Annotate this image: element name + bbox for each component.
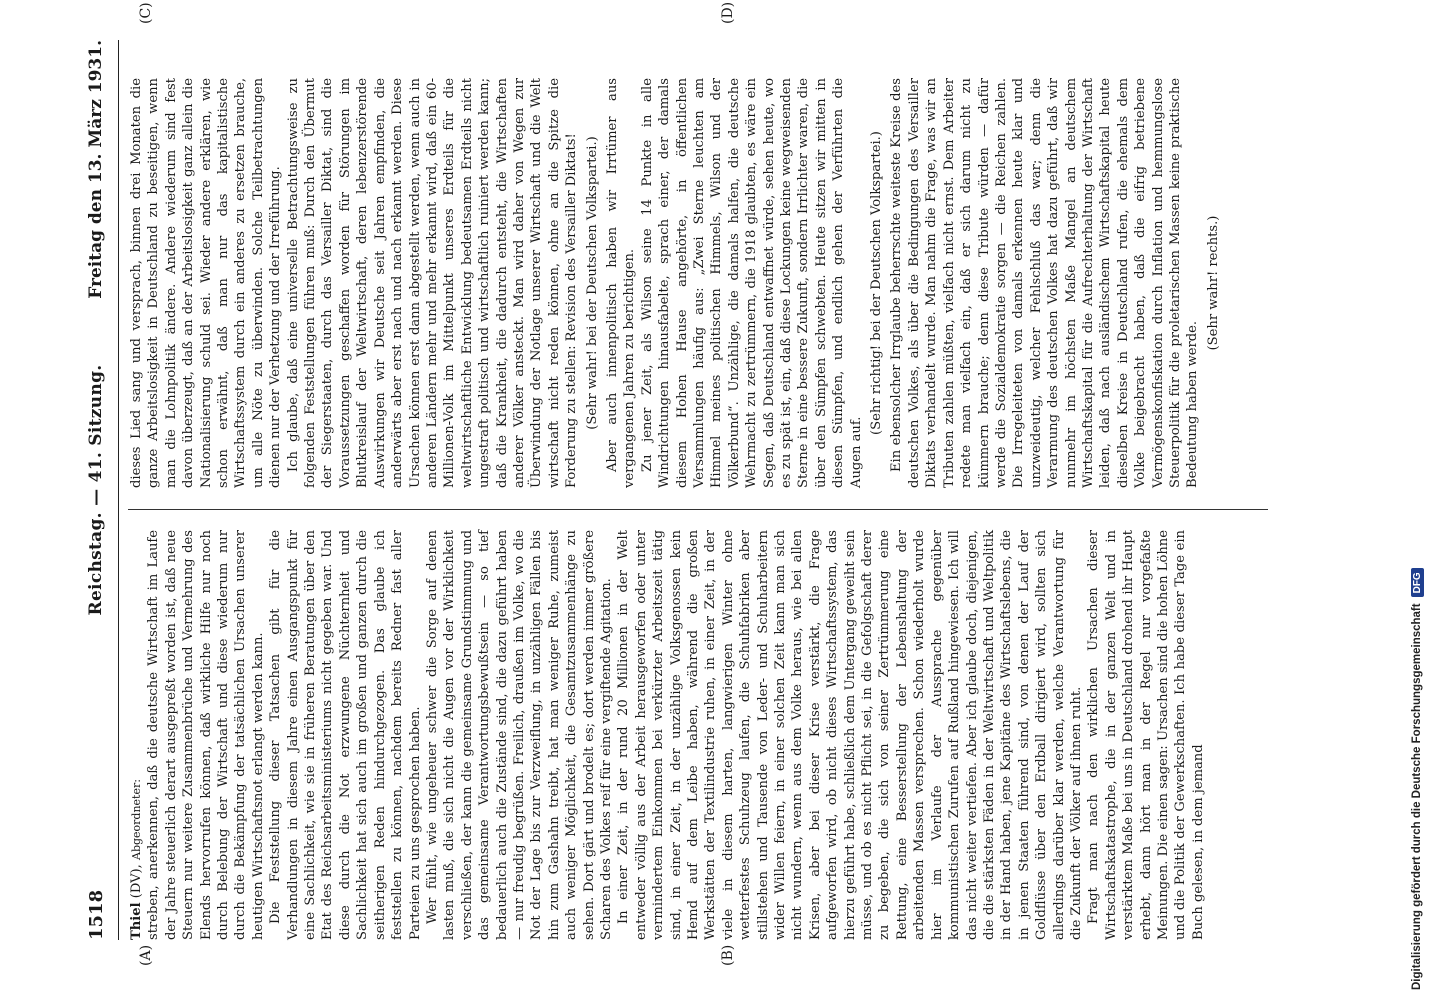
paragraph: Wer fühlt, wie ungeheuer schwer die Sorge auf denen lasten muß, die sich nicht die Augen vor der Wirklichkeit verschließen, der kann die gemeinsame Grundstimmung und das gemeinsame Verantwortungsbewußtsein — so tief bedauerlich auch die Zustände sind, die dazu geführt haben — nur freudig begrüßen. Freilich, draußen im Volke, wo die Not der Lage bis zur Verzweiflung, in unzähligen Fällen bis hin zum Gashahn treibt, hat man weniger Ruhe, zumeist auch weniger Möglichkeit, die Gesamtzusammenhänge zu sehen. Dort gärt und brodelt es; dort werden immer größere Scharen des Volkes reif für eine vergiftende Agitation. <box>424 530 614 940</box>
credit-text: Digitalisierung gefördert durch die Deutsche Forschungsgemeinschaft <box>1411 603 1423 990</box>
paragraph: Die Feststellung dieser Tatsachen gibt für die Verhandlungen in diesem Jahre einen Ausgangspunkt für eine Sachlichkeit, wie sie in früheren Beratungen über den Etat des Reichsarbeitsministeriums nicht gegeben war. Und diese durch die Not erzwungene Nüchternheit und Sachlichkeit hat sich auch im großen und ganzen durch die seitherigen Reden hindurchgezogen. Das glaube ich feststellen zu können, nachdem bereits Redner fast aller Parteien zu uns gesprochen haben. <box>268 530 423 940</box>
paragraph: Aber auch innenpolitisch haben wir Irrtümer aus vergangenen Jahren zu berichtigen. <box>604 78 638 488</box>
margin-marker-d: (D) <box>720 1 736 24</box>
paragraph: Zu jener Zeit, als Wilson seine 14 Punkte in alle Windrichtungen hinausfabelte, sprach einer, der damals diesem Hohen Hause angehörte, in öffentlichen Versammlungen häufig aus: „Zwei Sterne leuchten am Himmel meines politischen Himmels, Wilson und der Völkerbund“. Unzählige, die damals halfen, die deutsche Wehrmacht zu zertrümmern, die 1918 glaubten, es wäre ein Segen, daß Deutschland entwaffnet würde, sehen heute, wo es zu spät ist, ein, daß diese Lockungen keine wegweisenden Sterne in eine bessere Zukunft, sondern Irrlichter waren, die über den Sümpfen schwebten. Heute sitzen wir mitten in diesen Sümpfen, und endlich gehen der Verführten die Augen auf. <box>639 78 864 488</box>
session-title: Reichstag. — 41. Sitzung. <box>86 364 106 616</box>
paragraph: Ich glaube, daß eine universelle Betrachtungsweise zu folgenden Feststellungen führen muß: Durch den Übermut der Siegerstaaten, durch das Versailler Diktat, sind die Voraussetzungen geschaffen worden für Störungen im Blutkreislauf der Weltwirtschaft, deren lebenzerstörende Auswirkungen wir Deutsche seit Jahren empfinden, die anderwärts aber erst nach und nach erkannt werden. Diese Ursachen können erst dann abgestellt werden, wenn auch in anderen Ländern mehr und mehr erkannt wird, daß ein 60-Millionen-Volk im Mittelpunkt unseres Erdteils für die weltwirtschaftliche Entwicklung bedeutsamen Erdteils nicht ungestraft politisch und wirtschaftlich ruiniert werden kann; daß die Krankheit, die dadurch entsteht, die Wirtschaften anderer Völker ansteckt. Man wird daher von Wegen zur Überwindung der Notlage unserer Wirtschaft und die Welt wirtschaft nicht reden können, ohne an die Spitze die Forderung zu stellen: Revision des Versailler Diktats! <box>285 78 580 488</box>
column-divider <box>128 509 1268 510</box>
digitization-credit <box>1404 10 1428 990</box>
rotated-print-area <box>80 1 1330 966</box>
session-date: Freitag den 13. März 1931. <box>86 40 106 299</box>
paragraph: In einer Zeit, in der rund 20 Millionen in der Welt entweder völlig aus der Arbeit herausgeworfen oder unter vermindertem Einkommen bei verkürzter Arbeitszeit tätig sind, in einer Zeit, in der unzählige Volksgenossen kein Hemd auf dem Leibe haben, während die großen Werkstätten der Textilindustrie ruhen, in einer Zeit, in der viele in diesem harten, langwierigen Winter ohne wetterfestes Schuhzeug laufen, die Schuhfabriken aber stillstehen und Tausende von Leder- und Schuharbeitern wider Willen feiern, in einer solchen Zeit kann man sich nicht wundern, wenn aus dem Volke heraus, wie bei allen Krisen, aber bei dieser Krise verstärkt, die Frage aufgeworfen wird, ob nicht dieses Wirtschaftssystem, das hierzu geführt habe, schließlich dem Untergang geweiht sein müsse, und ob es nicht Pflicht sei, in die Gefolgschaft derer zu begeben, die sich von seiner Zertrümmerung eine Rettung, eine Besserstellung der Lebenshaltung der arbeitenden Massen versprechen. Schon wiederholt wurde hier im Verlaufe der Aussprache gegenüber kommunistischen Zurufen auf Rußland hingewiesen. Ich will das nicht weiter vertiefen. Aber ich glaube doch, diejenigen, die die stärksten Fäden in der Weltwirtschaft und Weltpolitik in der Hand haben, jene Kapitäne des Wirtschaftslebens, die in jenen Staaten führend sind, von denen der Lauf der Goldflüsse über den Erdball dirigiert wird, sollten sich allerdings darüber klar werden, welche Verantwortung für die Zukunft der Völker auf ihnen ruht. <box>616 530 1084 940</box>
speaker-party: (DV), <box>129 864 144 899</box>
interjection: (Sehr wahr! rechts.) <box>1205 215 1221 351</box>
paragraph: dieses Lied sang und versprach, binnen drei Monaten die ganze Arbeitslosigkeit in Deutschland zu beseitigen, wenn man die Lohnpolitik ändere. Andere wiederum sind fest davon überzeugt, daß an der Arbeitslosigkeit ganz allein die Nationalisierung schuld sei. Wieder andere erklären, wie schon erwähnt, daß man nur das kapitalistische Wirtschaftssystem durch ein anderes zu ersetzen brauche, um alle Nöte zu überwinden. Solche Teilbetrachtungen dienen nur der Verhetzung und der Irreführung. <box>129 78 284 488</box>
margin-marker-b: (B) <box>720 944 736 966</box>
page-header <box>80 40 119 940</box>
left-column <box>128 530 1207 940</box>
speaker-line <box>128 530 145 940</box>
interjection: (Sehr richtig! bei der Deutschen Volkspartei.) <box>869 131 885 435</box>
speaker-name: Thiel <box>129 902 144 940</box>
paragraph: Ein ebensolcher Irrglaube beherrschte weiteste Kreise des deutschen Volkes, als über die Bedingungen des Versailler Diktats verhandelt wurde. Man nahm die Frage, was wir an Tributen zahlen müßten, vielfach nicht ernst. Dem Arbeiter redete man vielfach ein, daß er sich darum nicht zu kümmern brauche; denn diese Tribute würden — dafür werde die Sozialdemokratie sorgen — die Reichen zahlen. Die Irregeleiteten von damals erkennen heute klar und unzweideutig, welcher Fehlschluß das war; denn die Verarmung des deutschen Volkes hat dazu geführt, daß wir nunmehr im höchsten Maße Mangel an deutschem Wirtschaftskapital für die Aufrechterhaltung der Wirtschaft leiden, daß nach ausländischem Wirtschaftskapital heute dieselben Kreise in Deutschland rufen, die ehemals dem Volke beigebracht haben, daß die eifrig betriebene Vermögenskonfiskation durch Inflation und hemmungslose Steuerpolitik für die proletarischen Massen keine praktische Bedeutung haben werde. <box>889 78 1201 488</box>
interjection: (Sehr wahr! bei der Deutschen Volkspartei.) <box>584 136 600 430</box>
paragraph: Fragt man nach den wirklichen Ursachen dieser Wirtschaftskatastrophe, die in der ganzen Welt und in verstärktem Maße bei uns in Deutschland drohend ihr Haupt erhebt, dann hört man in der Regel nur vorgefaßte Meinungen. Die einen sagen: Ursachen sind die hohen Löhne und die Politik der Gewerkschaften. Ich habe dieser Tage ein Buch gelesen, in dem jemand <box>1086 530 1206 940</box>
dfg-logo-icon: DFG <box>1411 568 1424 597</box>
speaker-role: Abgeordneter: <box>130 779 143 860</box>
page-number: 1518 <box>86 889 107 940</box>
margin-marker-a: (A) <box>138 944 154 966</box>
paragraph: streben, anerkennen, daß die deutsche Wirtschaft im Laufe der Jahre steuerlich derart ausgepreßt worden ist, daß neue Steuern nur weitere Zusammenbrüche und Vermehrung des Elends hervorrufen können, daß wirkliche Hilfe nur noch durch Belebung der Wirtschaft und diese wiederum nur durch die Bekämpfung der tatsächlichen Ursachen unserer heutigen Wirtschaftsnot erlangt werden kann. <box>146 530 266 940</box>
margin-marker-c: (C) <box>138 2 154 24</box>
right-column <box>128 78 1225 488</box>
digitization-credit-text <box>1406 10 1428 990</box>
